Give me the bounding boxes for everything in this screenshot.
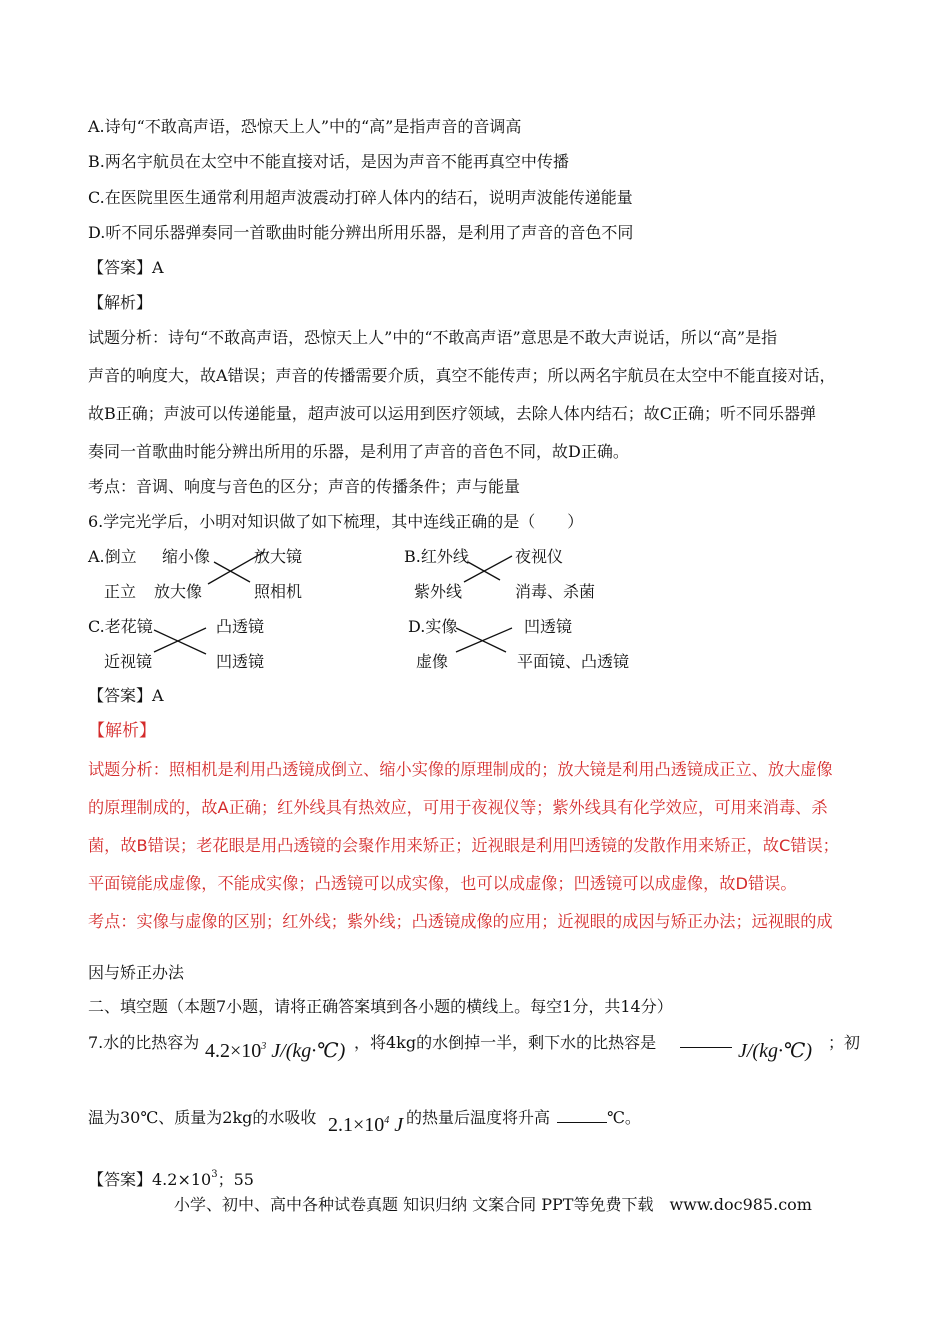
q7-mid: ，将4kg的水倒掉一半，剩下水的比热容是 — [354, 1033, 657, 1052]
q6-a-label2: 正立 — [104, 582, 137, 601]
q5-option-d: D.听不同乐器弹奏同一首歌曲时能分辨出所用乐器，是利用了声音的音色不同 — [88, 223, 634, 242]
q5-analysis-heading: 【解析】 — [88, 293, 153, 312]
q6-c-cross-lines — [148, 622, 212, 658]
q5-analysis-line: 奏同一首歌曲时能分辨出所用的乐器，是利用了声音的音色不同，故D正确。 — [88, 442, 629, 461]
footer-text: 小学、初中、高中各种试卷真题 知识归纳 文案合同 PPT等免费下载 www.doc985.com — [174, 1195, 812, 1214]
q5-analysis-line: 故B正确；声波可以传递能量，超声波可以运用到医疗领域，去除人体内结石；故C正确；听不同乐器弹 — [88, 404, 817, 423]
q7-answer-tail: ；55 — [217, 1170, 254, 1189]
q7-blank-2[interactable] — [557, 1108, 607, 1128]
q6-b-cross-lines — [456, 550, 516, 586]
q5-option-b: B.两名宇航员在太空中不能直接对话，是因为声音不能再真空中传播 — [88, 152, 569, 171]
q6-b-right1: 夜视仪 — [515, 547, 564, 566]
q6-analysis-line: 平面镜能成虚像，不能成实像；凸透镜可以成实像，也可以成虚像；凹透镜可以成虚像，故D错误。 — [88, 874, 797, 893]
q7-c-exponent: 3 — [261, 1041, 267, 1052]
q6-b-left1: B.红外线 — [404, 547, 469, 566]
q5-option-c: C.在医院里医生通常利用超声波震动打碎人体内的结石，说明声波能传递能量 — [88, 188, 633, 207]
q6-d-left1: D.实像 — [408, 617, 458, 636]
section-heading: 二、填空题（本题7小题，请将正确答案填到各小题的横线上。每空1分，共14分） — [88, 997, 673, 1016]
q7-heat-formula — [328, 1115, 403, 1135]
q6-c-right2: 凹透镜 — [216, 652, 265, 671]
q7-q-exponent: 4 — [384, 1115, 390, 1126]
q7-answer-exponent: 3 — [211, 1169, 218, 1180]
q6-b-right2: 消毒、杀菌 — [515, 582, 596, 601]
q6-analysis-line: 菌，故B错误；老花眼是用凸透镜的会聚作用来矫正；近视眼是利用凹透镜的发散作用来矫正，故C错误； — [88, 836, 839, 855]
q7-answer-prefix: 【答案】4.2×10 — [88, 1170, 212, 1189]
q6-analysis-line: 的原理制成的，故A正确；红外线具有热效应，可用于夜视仪等；紫外线具有化学效应，可用来消毒、杀 — [88, 798, 828, 817]
q6-a-left2: 放大像 — [154, 582, 203, 601]
q5-option-a: A.诗句“不敢高声语，恐惊天上人”中的“高”是指声音的音调高 — [88, 117, 522, 136]
q7-unit: J/(kg·℃) — [271, 1040, 346, 1062]
q6-d-cross-lines — [450, 622, 516, 658]
q6-a-cross-lines — [200, 548, 270, 588]
q6-analysis-line: 考点：实像与虚像的区别；红外线；紫外线；凸透镜成像的应用；近视眼的成因与矫正办法；远视眼的成 — [88, 912, 833, 931]
q6-c-right1: 凸透镜 — [216, 617, 265, 636]
q6-d-right1: 凹透镜 — [524, 617, 573, 636]
q7-specific-heat-formula — [205, 1041, 345, 1061]
q7-answer — [88, 1170, 254, 1190]
q7-unit2: J/(kg·℃) — [738, 1040, 813, 1062]
q7-c-value: 4.2×10 — [205, 1040, 262, 1062]
q7-q-unit: J — [394, 1114, 404, 1136]
q6-c-left1: C.老花镜 — [88, 617, 153, 636]
q7-line2-tail: ℃。 — [607, 1108, 641, 1127]
q7-line2-prefix: 温为30℃、质量为2kg的水吸收 — [88, 1108, 317, 1127]
q6-b-left2: 紫外线 — [414, 582, 463, 601]
q6-c-left2: 近视镜 — [104, 652, 153, 671]
q7-tail: ；初 — [828, 1033, 861, 1052]
q6-a-right1: 放大镜 — [254, 547, 303, 566]
q5-analysis-line: 试题分析：诗句“不敢高声语，恐惊天上人”中的“不敢高声语”意思是不敢大声说话，所以“高”是指 — [88, 328, 778, 347]
q7-line2-mid: 的热量后温度将升高 — [406, 1108, 551, 1127]
q6-d-left2: 虚像 — [416, 652, 449, 671]
q5-analysis-line: 声音的响度大，故A错误；声音的传播需要介质，真空不能传声；所以两名宇航员在太空中不能直接对话， — [88, 366, 836, 385]
q6-analysis-heading: 【解析】 — [88, 721, 156, 741]
q7-q-value: 2.1×10 — [328, 1114, 385, 1136]
q5-answer: 【答案】A — [88, 258, 164, 277]
q6-answer: 【答案】A — [88, 686, 164, 705]
q6-a-label: A.倒立 — [88, 547, 137, 566]
q6-analysis-continuation: 因与矫正办法 — [88, 963, 185, 982]
q5-kaodian: 考点：音调、响度与音色的区分；声音的传播条件；声与能量 — [88, 477, 521, 496]
q6-a-right2: 照相机 — [254, 582, 303, 601]
q6-d-right2: 平面镜、凸透镜 — [517, 652, 630, 671]
q6-analysis-line: 试题分析：照相机是利用凸透镜成倒立、缩小实像的原理制成的；放大镜是利用凸透镜成正立、放大虚像 — [88, 760, 833, 779]
q7-blank-1[interactable] — [680, 1033, 732, 1053]
q7-prefix: 7.水的比热容为 — [88, 1033, 200, 1052]
q6-stem: 6.学完光学后，小明对知识做了如下梳理，其中连线正确的是（ ） — [88, 512, 584, 531]
q6-a-left1: 缩小像 — [162, 547, 211, 566]
